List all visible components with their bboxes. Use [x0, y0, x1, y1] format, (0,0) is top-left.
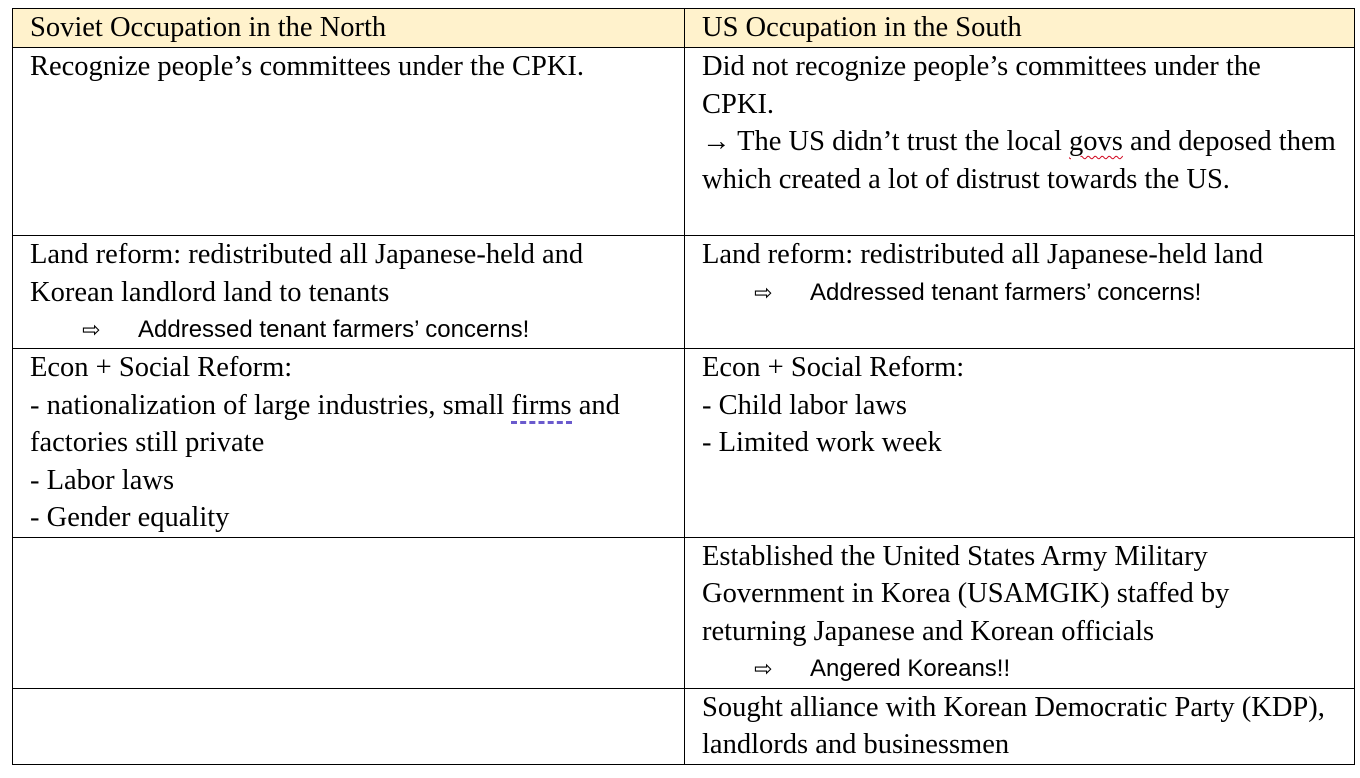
- cell-text: - Labor laws: [30, 464, 175, 496]
- cell-south-econ-social: [685, 349, 1355, 538]
- table-row: [13, 688, 1355, 764]
- table-row: [13, 537, 1355, 688]
- cell-south-usamgik: [685, 537, 1355, 688]
- cell-text-consequence: → The US didn’t trust the local govs and deposed them which created a lot of distrust towards the US.: [702, 126, 1336, 195]
- header-south: US Occupation in the South: [685, 9, 1355, 48]
- cell-north-empty: [13, 537, 685, 688]
- spellcheck-flagged-word: govs: [1069, 126, 1123, 157]
- cell-text: Established the United States Army Military Government in Korea (USAMGIK) staffed by returning Japanese and Korean officials: [702, 540, 1230, 647]
- cell-south-alliance: [685, 688, 1355, 764]
- header-north: Soviet Occupation in the North: [13, 9, 685, 48]
- hollow-arrow-icon: ⇨: [754, 656, 773, 681]
- table-row: [13, 48, 1355, 236]
- cell-text: Did not recognize people’s committees under the CPKI.: [702, 51, 1261, 120]
- cell-text: Land reform: redistributed all Japanese-held and Korean landlord land to tenants: [30, 239, 584, 308]
- cell-text: Econ + Social Reform:: [702, 352, 965, 383]
- cell-south-committees: [685, 48, 1355, 236]
- cell-text: Recognize people’s committees under the CPKI.: [30, 51, 585, 82]
- cell-north-land-reform: [13, 236, 685, 349]
- cell-text: Econ + Social Reform:: [30, 352, 293, 383]
- cell-text: - nationalization of large industries, small firms and factories still private: [30, 389, 620, 458]
- hollow-arrow-icon: ⇨: [754, 279, 773, 305]
- cell-south-land-reform: [685, 236, 1355, 349]
- cell-text: Land reform: redistributed all Japanese-held land: [702, 239, 1264, 270]
- table-row: [13, 349, 1355, 538]
- hollow-arrow-icon: ⇨: [82, 317, 101, 342]
- header-row: [13, 9, 1355, 48]
- cell-text: Sought alliance with Korean Democratic Party (KDP), landlords and businessmen: [702, 691, 1325, 760]
- cell-text: - Child labor laws: [702, 389, 908, 421]
- right-arrow-icon: →: [702, 126, 731, 157]
- sub-point: ⇨ Angered Koreans!!: [702, 650, 1337, 687]
- cell-north-committees: [13, 48, 685, 236]
- cell-north-econ-social: [13, 349, 685, 538]
- cell-text: - Gender equality: [30, 502, 230, 533]
- sub-point: ⇨ Addressed tenant farmers’ concerns!: [30, 311, 667, 348]
- cell-text: - Limited work week: [702, 427, 942, 458]
- table-row: [13, 236, 1355, 349]
- cell-north-empty: [13, 688, 685, 764]
- sub-point: ⇨ Addressed tenant farmers’ concerns!: [702, 274, 1337, 311]
- grammar-flagged-word: firms: [511, 390, 571, 424]
- comparison-table: [12, 8, 1355, 765]
